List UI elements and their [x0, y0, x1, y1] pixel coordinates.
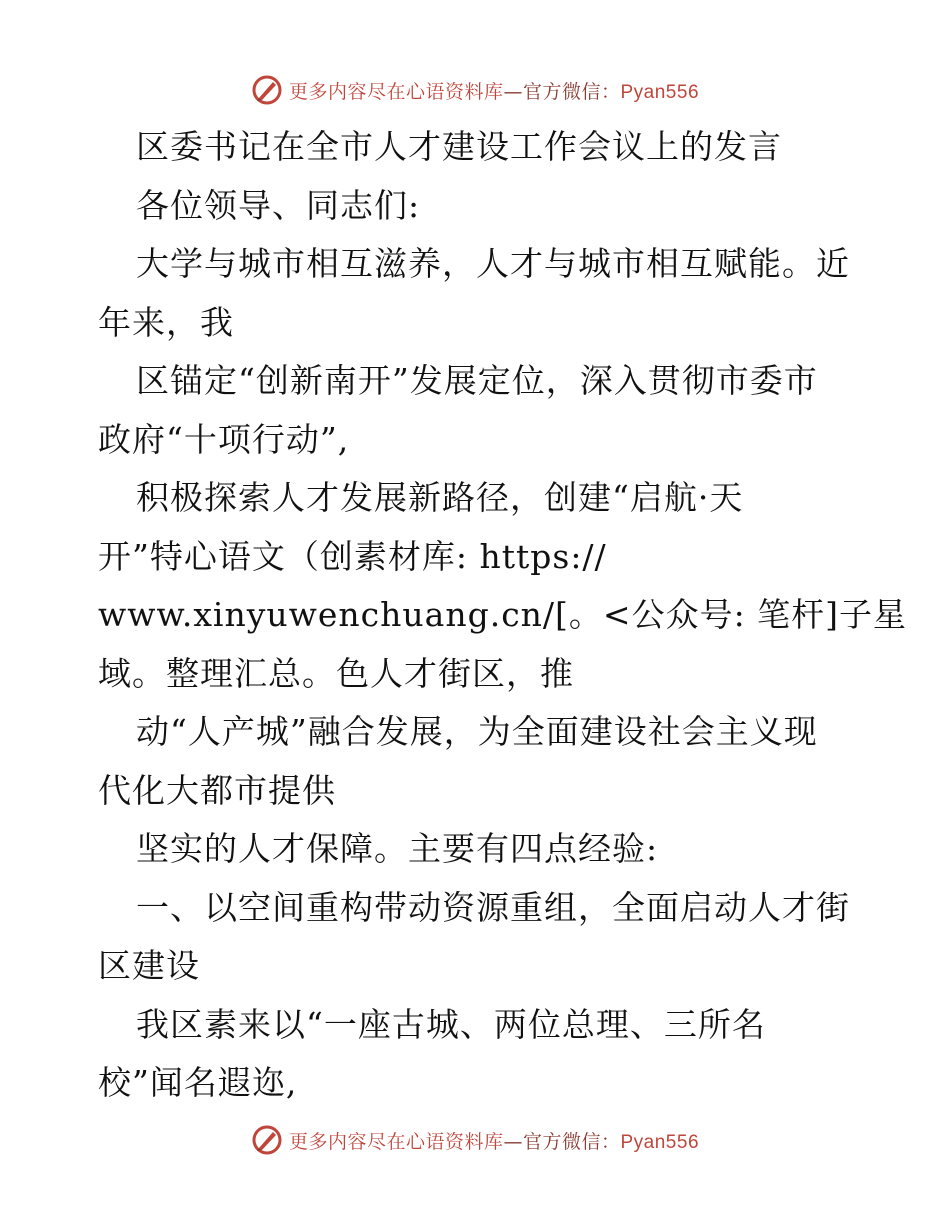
watermark-text: 更多内容尽在心语资料库—官方微信：Pyan556 — [288, 1130, 700, 1153]
text-line: 大学与城市相互滋养，人才与城市相互赋能。近 — [136, 244, 850, 283]
text-line: 区锚定“创新南开”发展定位，深入贯彻市委市 — [136, 361, 818, 400]
text-line: 动“人产城”融合发展，为全面建设社会主义现 — [136, 712, 818, 751]
watermark-text: 更多内容尽在心语资料库—官方微信：Pyan556 — [288, 80, 700, 103]
text-line: 开”特心语文（创素材库: https:// — [98, 536, 607, 576]
text-line: 区委书记在全市人才建设工作会议上的发言 — [136, 127, 782, 166]
footer-watermark — [0, 1120, 950, 1160]
quill-logo-icon — [251, 74, 283, 106]
document-body — [98, 118, 908, 1113]
text-line: 年来，我 — [98, 302, 234, 342]
text-line: www.xinyuwenchuang.cn/[。<公众号: 笔杆]子星 — [98, 595, 908, 634]
text-line: 代化大都市提供 — [98, 770, 336, 810]
header-watermark — [0, 70, 950, 110]
text-line: 坚实的人才保障。主要有四点经验: — [136, 829, 659, 868]
text-line: 积极探索人才发展新路径，创建“启航·天 — [136, 478, 744, 517]
text-line: 一、以空间重构带动资源重组，全面启动人才街 — [136, 887, 850, 927]
text-line: 我区素来以“一座古城、两位总理、三所名 — [136, 1004, 766, 1044]
text-line: 各位领导、同志们: — [136, 185, 421, 225]
text-line: 域。整理汇总。色人才街区，推 — [98, 653, 574, 693]
quill-logo-icon — [251, 1124, 283, 1156]
text-line: 区建设 — [98, 946, 200, 985]
text-line: 校”闻名遐迩, — [98, 1063, 298, 1102]
text-line: 政府“十项行动”, — [98, 419, 350, 459]
